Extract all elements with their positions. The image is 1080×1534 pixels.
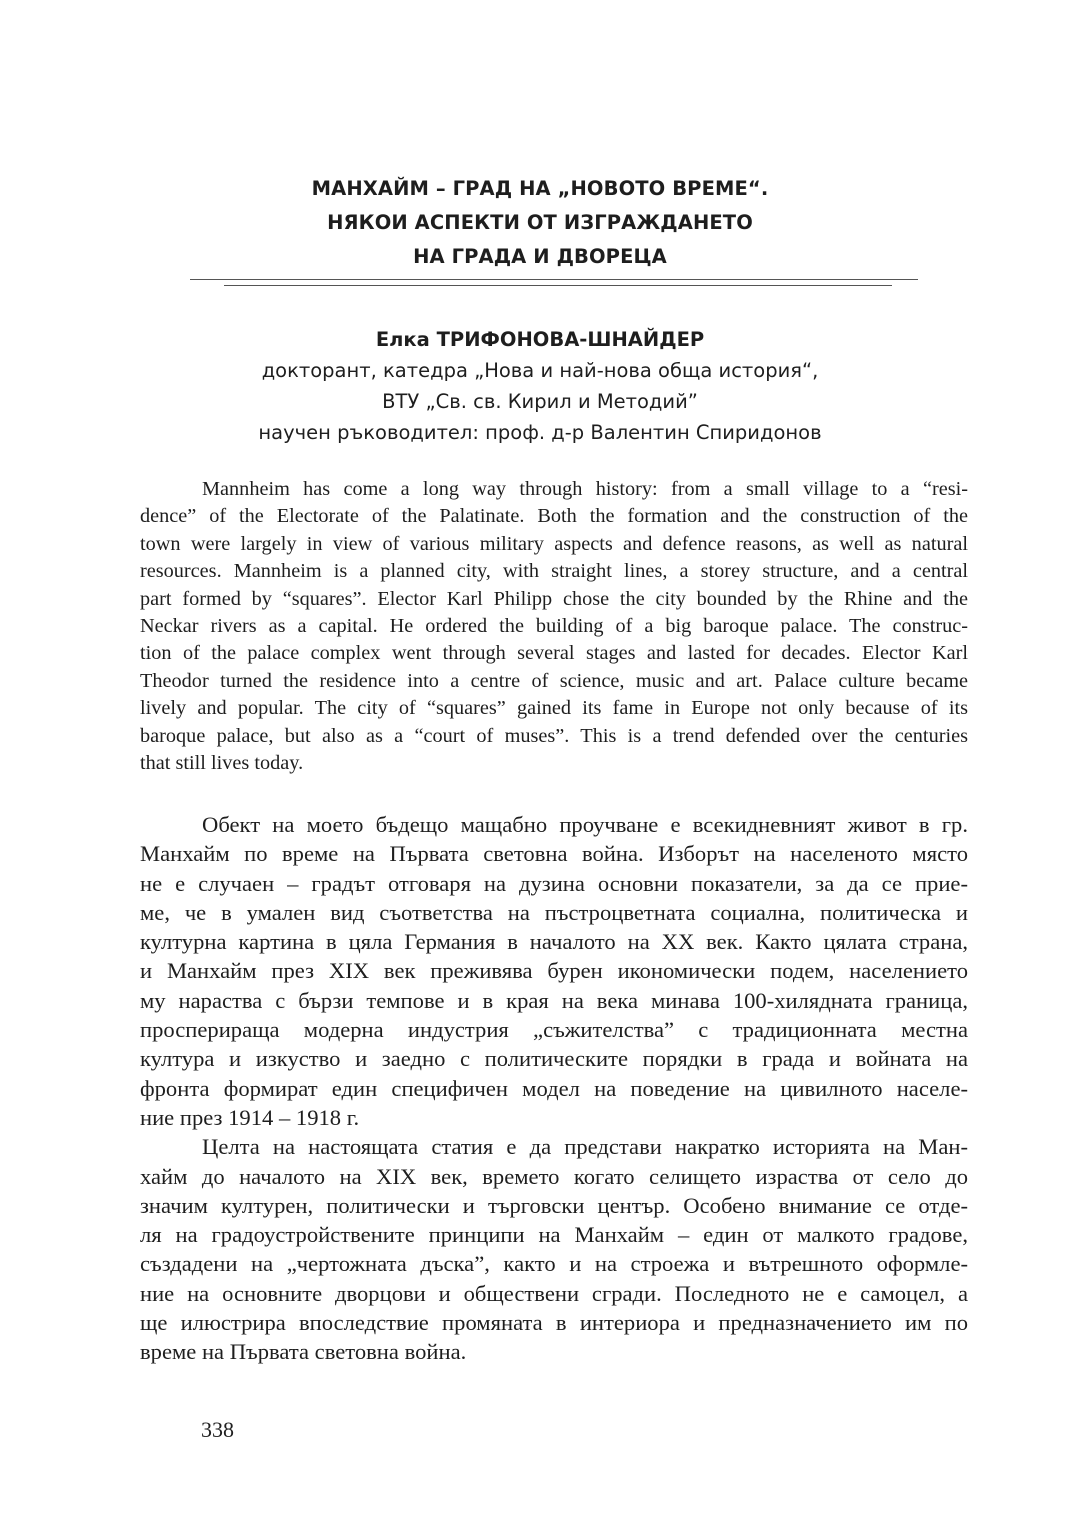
author-last-name: ТРИФОНОВА-ШНАЙДЕР (436, 328, 705, 351)
paragraph-1 (140, 810, 968, 1132)
abstract-line: that still lives today. (140, 752, 304, 775)
paragraph-line: ля на градоустройствените принципи на Манхайм – един от малкото градове, (140, 1222, 968, 1248)
abstract-line: Mannheim has come a long way through history: from a small village to a “resi- (202, 478, 968, 500)
abstract-line: part formed by “squares”. Elector Karl Philipp chose the city bounded by the Rhine and the (140, 587, 968, 610)
paragraph-line: ще илюстрира впоследствие промяната в интериора и предназначението им по (140, 1310, 968, 1336)
paragraph-line: хайм до началото на ХІХ век, времето когато селището израства от село до (140, 1163, 968, 1189)
title-line-3: НА ГРАДА И ДВОРЕЦА (413, 245, 667, 268)
paragraph-line: време на Първата световна война. (140, 1339, 467, 1365)
paragraph-line: Обект на моето бъдещо мащабно проучване е всекидневният живот в гр. (202, 812, 968, 837)
paragraph-line: ние на основните дворцови и обществени сгради. Последното не е самоцел, а (140, 1280, 968, 1306)
paragraph-line: ме, че в умален вид съответства на пъстроцветната социална, политическа и (140, 899, 968, 925)
paragraph-line: културна картина в цяла Германия в началото на ХХ век. Както цялата страна, (140, 929, 968, 955)
paragraph-2 (140, 1132, 968, 1366)
page-number: 338 (201, 1417, 234, 1442)
title-divider-bottom (224, 285, 892, 286)
author-first-name: Елка (375, 328, 430, 351)
abstract-line: dence” of the Electorate of the Palatinate. Both the formation and the construction of the (140, 505, 968, 528)
paragraph-line: и Манхайм през ХІХ век преживява бурен икономически подем, населението (140, 958, 968, 984)
author-name (0, 324, 1080, 355)
paragraph-line: фронта формират един специфичен модел на поведение на цивилното населе- (140, 1075, 968, 1101)
abstract-line: Theodor turned the residence into a centre of science, music and art. Palace culture became (140, 669, 968, 692)
body-text (140, 810, 968, 1367)
author-block (0, 324, 1080, 448)
paragraph-line: Манхайм по време на Първата световна война. Изборът на населеното място (140, 841, 968, 867)
title-line-2: НЯКОИ АСПЕКТИ ОТ ИЗГРАЖДАНЕТО (327, 211, 753, 234)
abstract (140, 476, 968, 777)
abstract-line: Neckar rivers as a capital. He ordered the building of a big baroque palace. The construc- (140, 615, 968, 638)
abstract-line: tion of the palace complex went through several stages and lasted for decades. Elector Karl (140, 642, 968, 665)
paragraph-line: значим културен, политически и търговски център. Особено внимание се отде- (140, 1192, 968, 1218)
abstract-line: resources. Mannheim is a planned city, with straight lines, a storey structure, and a central (140, 560, 968, 583)
paragraph-line: не е случаен – градът отговаря на дузина основни показатели, за да се прие- (140, 870, 968, 896)
abstract-line: lively and popular. The city of “squares” gained its fame in Europe not only because of its (140, 697, 968, 720)
abstract-line: baroque palace, but also as a “court of muses”. This is a trend defended over the centuries (140, 724, 968, 747)
paragraph-line: създадени на „чертожната дъска”, както и на строежа и вътрешното оформле- (140, 1251, 968, 1277)
author-affiliation-line-1: докторант, катедра „Нова и най-нова обща история“, (261, 359, 819, 382)
paragraph-line: му нараства с бързи темпове и в края на века минава 100-хилядната граница, (140, 987, 968, 1013)
title-divider-top (190, 279, 918, 280)
article-title (0, 172, 1080, 274)
title-line-1: МАНХАЙМ – ГРАД НА „НОВОТО ВРЕМЕ“. (311, 177, 769, 200)
paragraph-line: ние през 1914 – 1918 г. (140, 1104, 360, 1130)
author-affiliation-line-2: ВТУ „Св. св. Кирил и Методий” (382, 390, 698, 413)
paragraph-line: Целта на настоящата статия е да представи накратко историята на Ман- (202, 1134, 968, 1160)
paragraph-line: просперираща модерна индустрия „съжителства” с традиционната местна (140, 1017, 968, 1043)
abstract-line: town were largely in view of various military aspects and defence reasons, as well as natural (140, 532, 968, 555)
paragraph-line: култура и изкуство и заедно с политическите порядки в града и войната на (140, 1046, 968, 1072)
author-supervisor: научен ръководител: проф. д-р Валентин Спиридонов (258, 421, 822, 444)
